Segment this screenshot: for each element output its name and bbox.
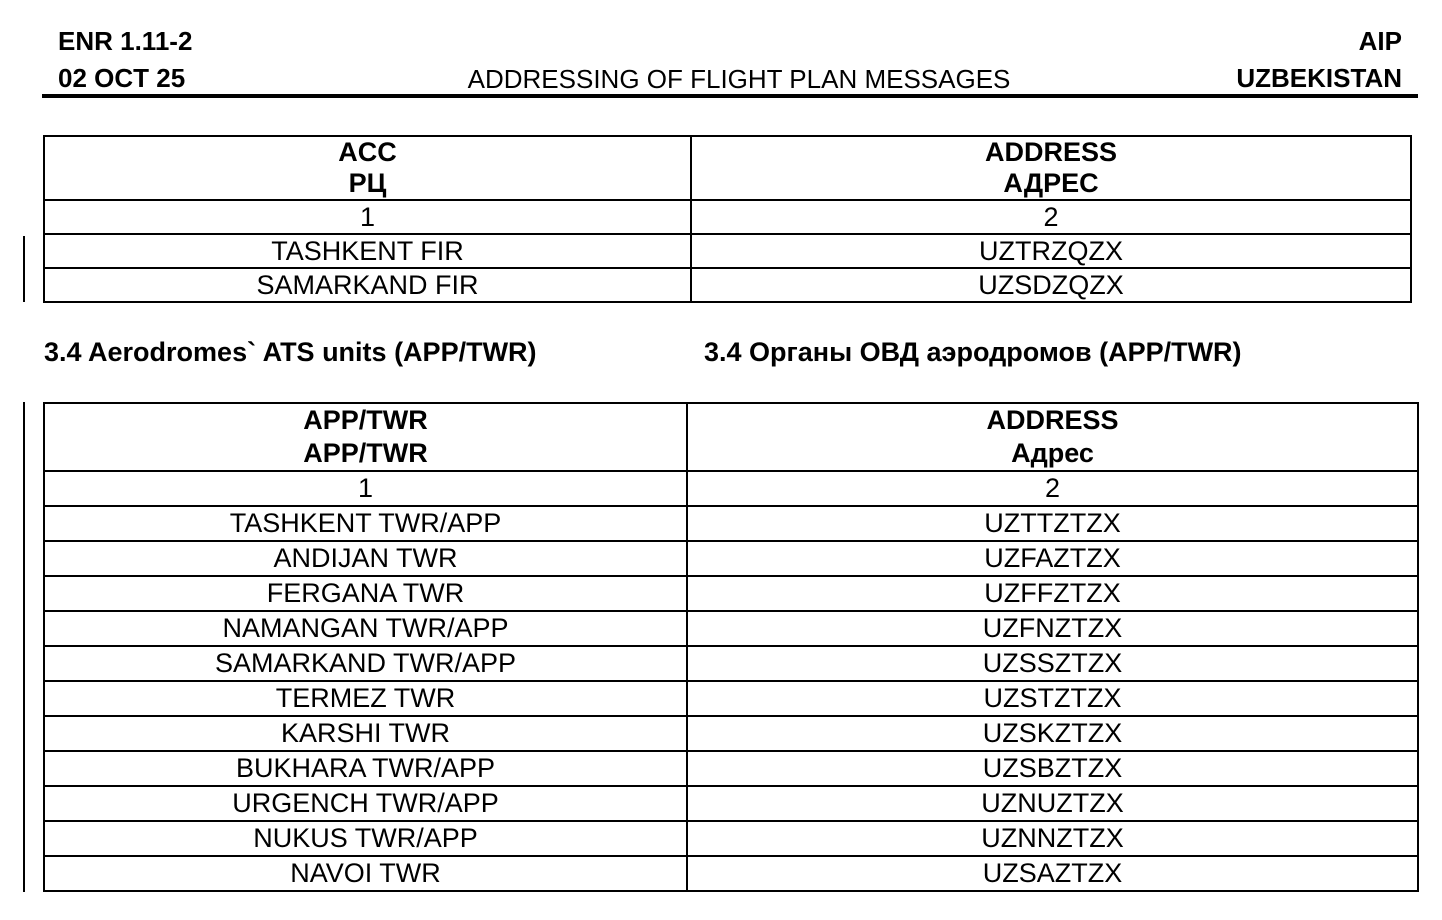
address-cell: UZTRZQZX <box>691 234 1411 268</box>
page-reference: ENR 1.11-2 <box>58 26 193 56</box>
header-ru: АДРЕС <box>1003 168 1099 198</box>
unit-cell: KARSHI TWR <box>44 716 687 751</box>
header-ru: Адрес <box>1011 438 1094 468</box>
unit-cell: NAVOI TWR <box>44 856 687 891</box>
table-row <box>44 646 1418 681</box>
unit-cell: BUKHARA TWR/APP <box>44 751 687 786</box>
unit-cell: SAMARKAND FIR <box>44 268 691 302</box>
table-row <box>44 506 1418 541</box>
column-number-row <box>44 200 1411 234</box>
page-title: ADDRESSING OF FLIGHT PLAN MESSAGES <box>467 64 1011 94</box>
header-rule <box>42 94 1418 98</box>
table-header-row <box>44 403 1418 471</box>
address-cell: UZNUZTZX <box>687 786 1418 821</box>
change-bar <box>23 402 25 892</box>
address-cell: UZSDZQZX <box>691 268 1411 302</box>
table-row <box>44 751 1418 786</box>
column-number: 2 <box>687 471 1418 506</box>
table-row <box>44 611 1418 646</box>
address-cell: UZSTZTZX <box>687 681 1418 716</box>
address-cell: UZTTZTZX <box>687 506 1418 541</box>
unit-cell: NUKUS TWR/APP <box>44 821 687 856</box>
header-en: ADDRESS <box>984 137 1118 167</box>
unit-cell: SAMARKAND TWR/APP <box>44 646 687 681</box>
table-row <box>44 856 1418 891</box>
aerodrome-units-table <box>43 402 1419 892</box>
table-row <box>44 821 1418 856</box>
address-cell: UZNNZTZX <box>687 821 1418 856</box>
table-row <box>44 786 1418 821</box>
unit-cell: NAMANGAN TWR/APP <box>44 611 687 646</box>
header-ru: APP/TWR <box>303 438 428 468</box>
address-column-header <box>691 136 1411 200</box>
column-number-row <box>44 471 1418 506</box>
unit-column-header <box>44 403 687 471</box>
unit-cell: ANDIJAN TWR <box>44 541 687 576</box>
change-bar <box>23 236 25 302</box>
section-title-ru: 3.4 Органы ОВД аэродромов (APP/TWR) <box>704 337 1242 367</box>
column-number: 1 <box>44 471 687 506</box>
header-en: ADDRESS <box>986 405 1119 435</box>
table-row <box>44 234 1411 268</box>
address-cell: UZFAZTZX <box>687 541 1418 576</box>
table-row <box>44 681 1418 716</box>
table-header-row <box>44 136 1411 200</box>
address-cell: UZSBZTZX <box>687 751 1418 786</box>
acc-column-header <box>44 136 691 200</box>
publication-date: 02 OCT 25 <box>58 63 186 93</box>
address-cell: UZSKZTZX <box>687 716 1418 751</box>
address-cell: UZSSZTZX <box>687 646 1418 681</box>
table-row <box>44 268 1411 302</box>
table-row <box>44 716 1418 751</box>
unit-cell: URGENCH TWR/APP <box>44 786 687 821</box>
column-number: 1 <box>44 200 691 234</box>
unit-cell: FERGANA TWR <box>44 576 687 611</box>
publication-name: AIP <box>1358 26 1402 56</box>
unit-cell: TERMEZ TWR <box>44 681 687 716</box>
table-row <box>44 576 1418 611</box>
acc-address-table <box>43 135 1412 303</box>
address-column-header <box>687 403 1418 471</box>
country-name: UZBEKISTAN <box>1236 63 1402 93</box>
address-cell: UZFFZTZX <box>687 576 1418 611</box>
column-number: 2 <box>691 200 1411 234</box>
section-title-en: 3.4 Aerodromes` ATS units (APP/TWR) <box>44 337 537 367</box>
header-en: ACC <box>338 137 397 167</box>
header-en: APP/TWR <box>303 405 428 435</box>
header-ru: РЦ <box>348 168 387 198</box>
unit-cell: TASHKENT FIR <box>44 234 691 268</box>
unit-cell: TASHKENT TWR/APP <box>44 506 687 541</box>
address-cell: UZFNZTZX <box>687 611 1418 646</box>
address-cell: UZSAZTZX <box>687 856 1418 891</box>
table-row <box>44 541 1418 576</box>
